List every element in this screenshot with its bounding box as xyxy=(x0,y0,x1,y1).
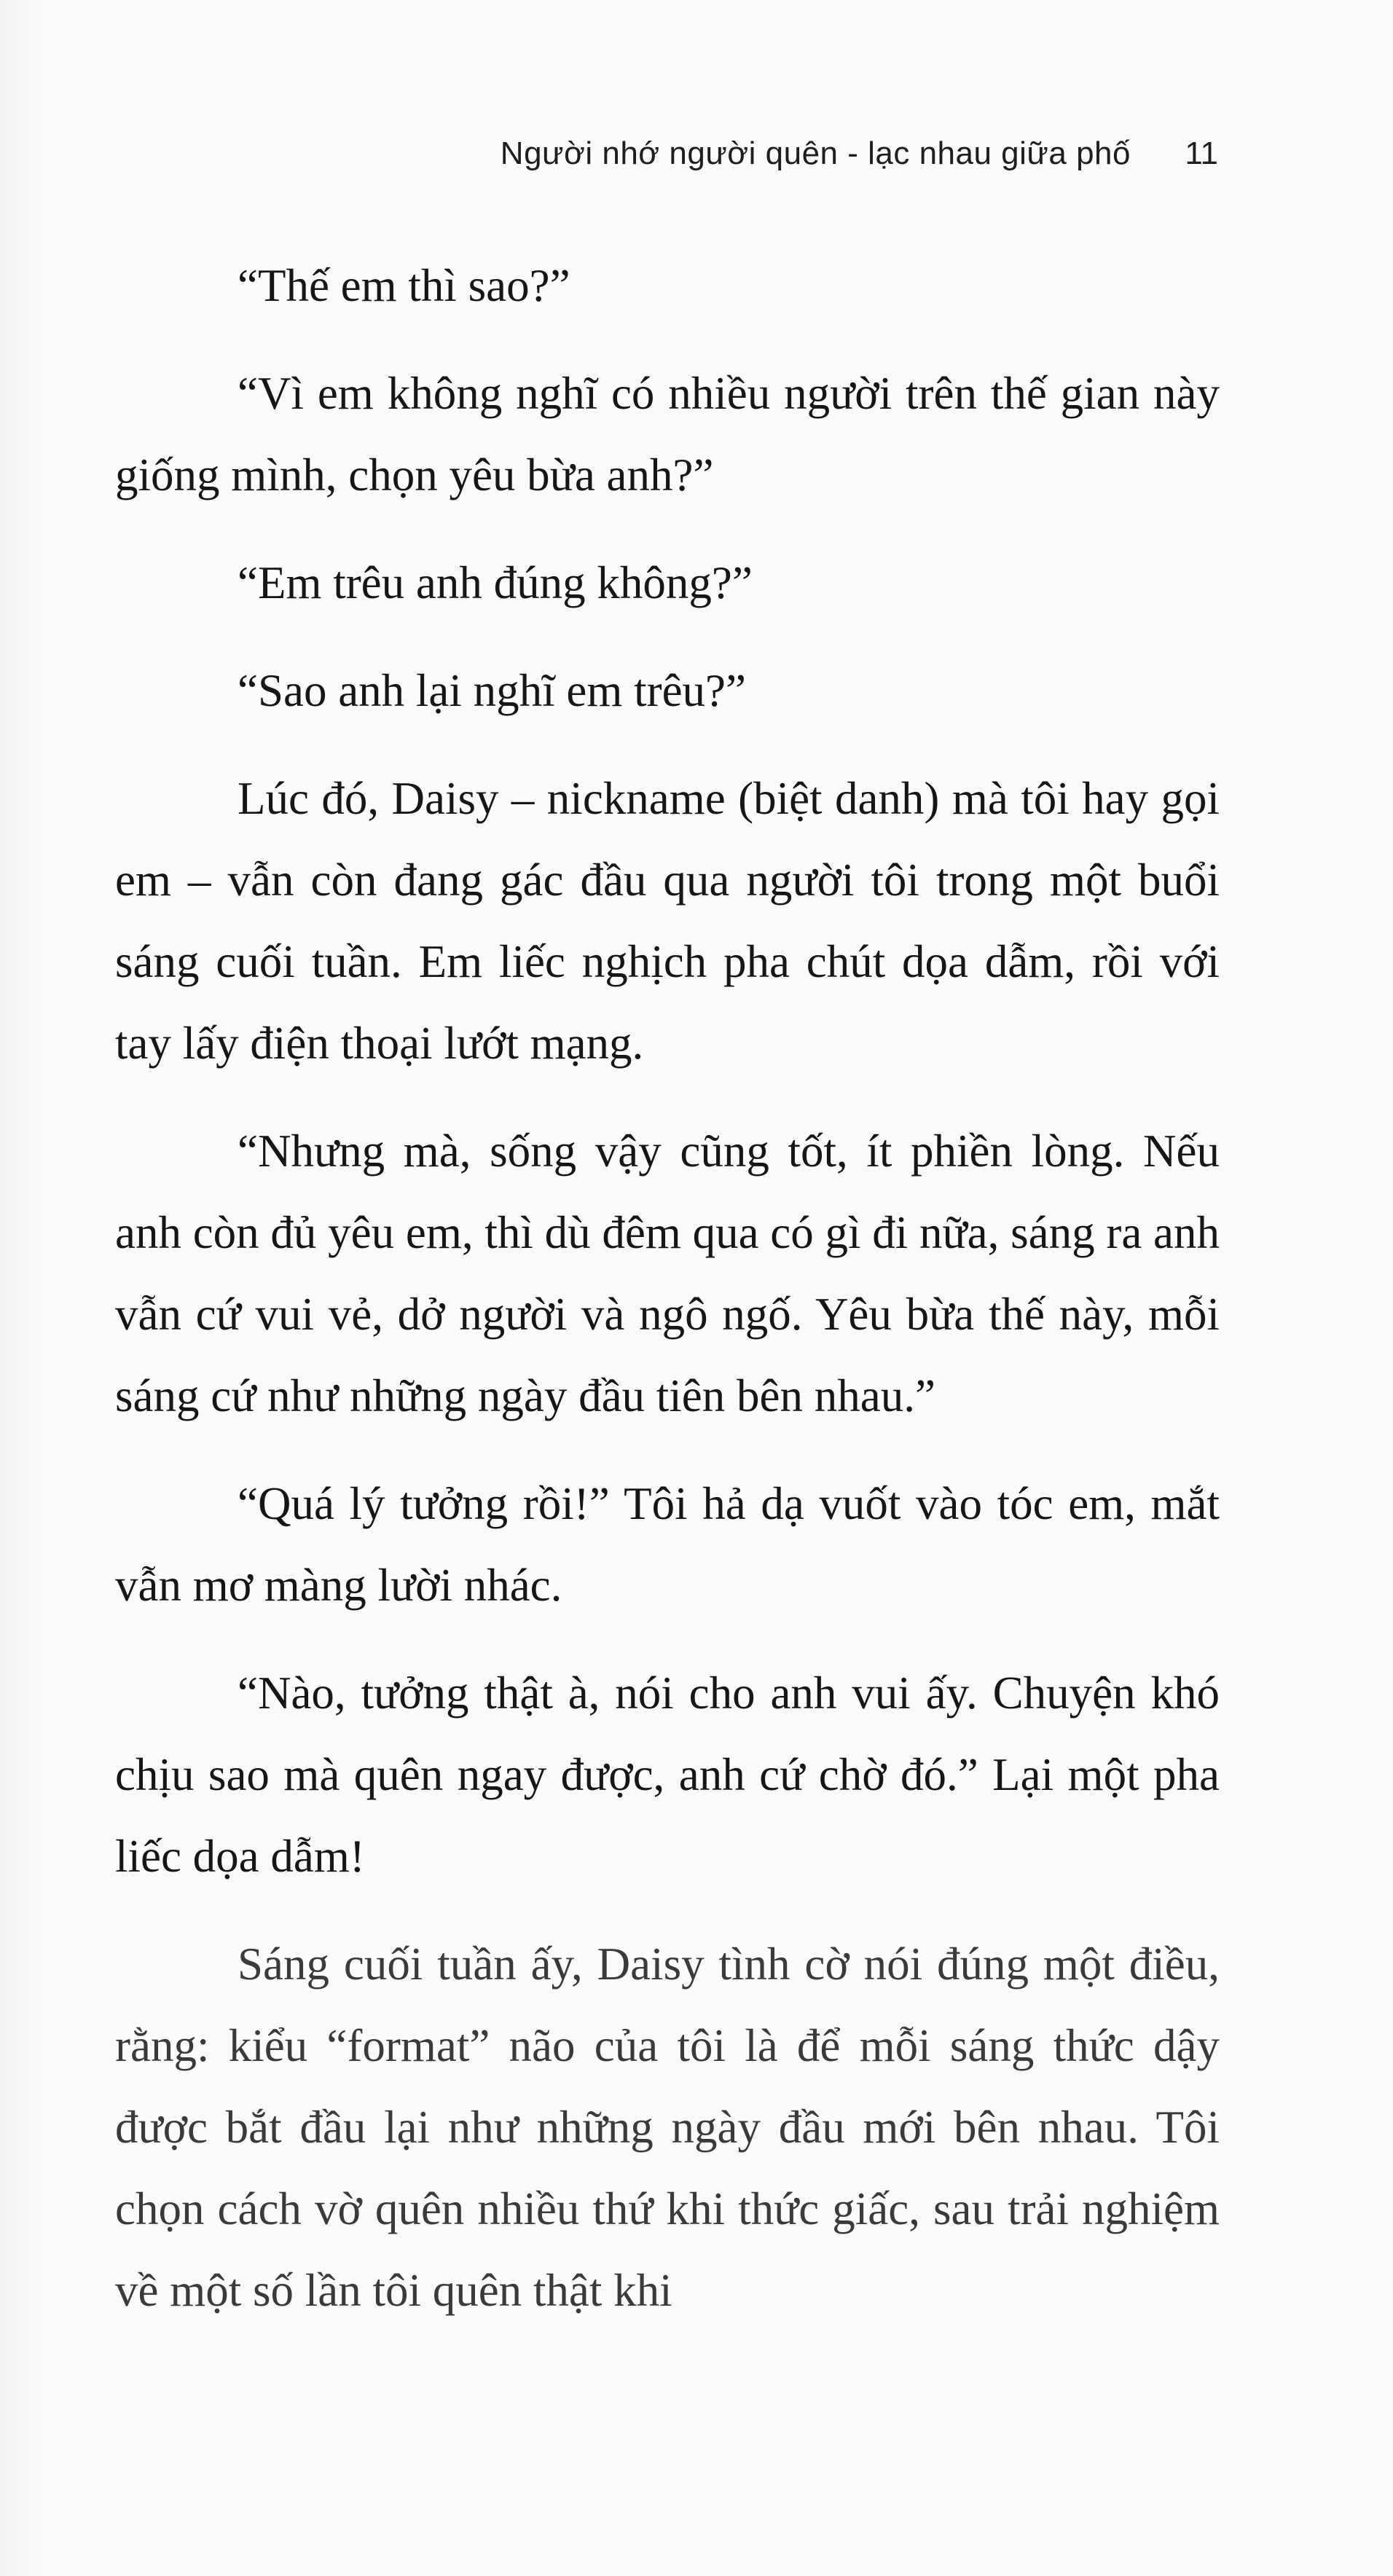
running-title: Người nhớ người quên - lạc nhau giữa phố xyxy=(500,136,1131,171)
paragraph-1: “Thế em thì sao?” xyxy=(238,260,570,311)
paragraph-2: “Vì em không nghĩ có nhiều người trên thế gian này giống mình, chọn yêu bừa anh?” xyxy=(115,368,1220,500)
paragraph-7: “Quá lý tưởng rồi!” Tôi hả dạ vuốt vào tóc em, mắt vẫn mơ màng lười nhác. xyxy=(115,1478,1220,1611)
paragraph-6: “Nhưng mà, sống vậy cũng tốt, ít phiền lòng. Nếu anh còn đủ yêu em, thì dù đêm qua có gì đi nữa, sáng ra anh vẫn cứ vui vẻ, dở người và ngô ngố. Yêu bừa thế này, mỗi sáng cứ như những ngày đầu tiên bên nhau.” xyxy=(115,1126,1220,1421)
page-number: 11 xyxy=(1185,136,1218,171)
paragraph-5: Lúc đó, Daisy – nickname (biệt danh) mà tôi hay gọi em – vẫn còn đang gác đầu qua người tôi trong một buổi sáng cuối tuần. Em liếc nghịch pha chút dọa dẫm, rồi với tay lấy điện thoại lướt mạng. xyxy=(115,773,1220,1069)
running-header xyxy=(364,130,1218,188)
paragraph-9: Sáng cuối tuần ấy, Daisy tình cờ nói đúng một điều, rằng: kiểu “format” não của tôi là để mỗi sáng thức dậy được bắt đầu lại như những ngày đầu mới bên nhau. Tôi chọn cách vờ quên nhiều thứ khi thức giấc, sau trải nghiệm về một số lần tôi quên thật khi xyxy=(115,1939,1220,2316)
paragraph-3: “Em trêu anh đúng không?” xyxy=(238,557,753,608)
paragraph-8: “Nào, tưởng thật à, nói cho anh vui ấy. Chuyện khó chịu sao mà quên ngay được, anh cứ chờ đó.” Lại một pha liếc dọa dẫm! xyxy=(115,1668,1220,1882)
paragraph-4: “Sao anh lại nghĩ em trêu?” xyxy=(238,665,746,716)
body-text xyxy=(115,245,1220,2357)
